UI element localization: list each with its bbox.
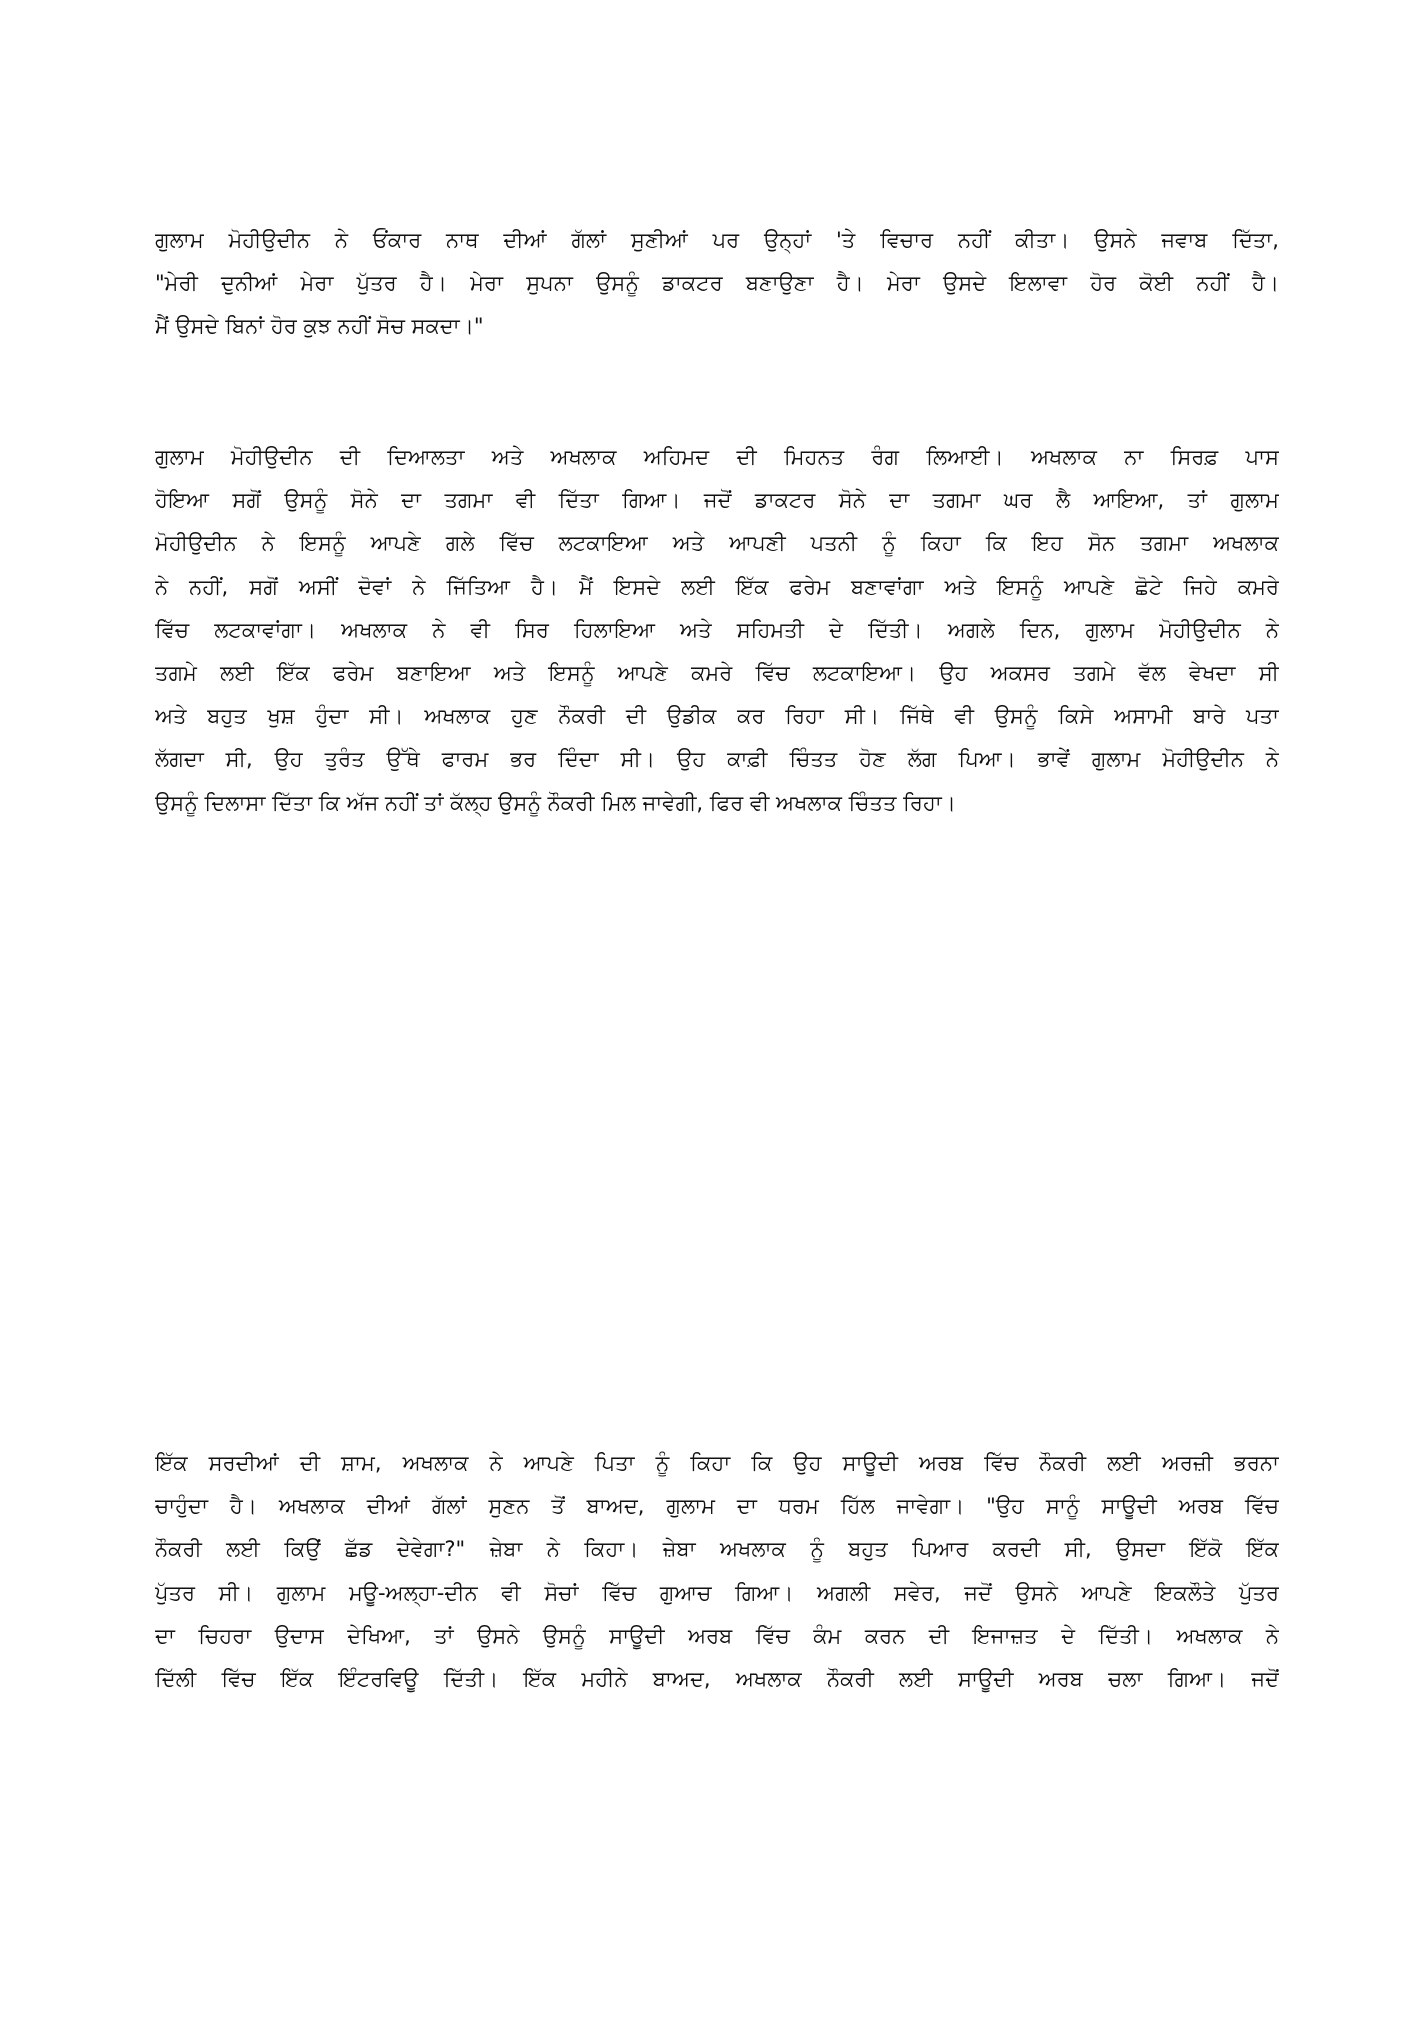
paragraph-3 — [155, 1442, 1279, 1701]
text-line: ਗੁਲਾਮ ਮੋਹੀਉਦੀਨ ਨੇ ਓਂਕਾਰ ਨਾਥ ਦੀਆਂ ਗੱਲਾਂ ਸੁਣੀਆਂ ਪਰ ਉਨ੍ਹਾਂ 'ਤੇ ਵਿਚਾਰ ਨਹੀਂ ਕੀਤਾ। ਉਸਨੇ ਜਵਾਬ ਦਿੱਤਾ, — [155, 228, 1279, 252]
text-line: ਲੱਗਦਾ ਸੀ, ਉਹ ਤੁਰੰਤ ਉੱਥੇ ਫਾਰਮ ਭਰ ਦਿੰਦਾ ਸੀ। ਉਹ ਕਾਫ਼ੀ ਚਿੰਤਤ ਹੋਣ ਲੱਗ ਪਿਆ। ਭਾਵੇਂ ਗੁਲਾਮ ਮੋਹੀਉਦੀਨ ਨੇ — [155, 747, 1279, 772]
text-line: ਤਗਮੇ ਲਈ ਇੱਕ ਫਰੇਮ ਬਣਾਇਆ ਅਤੇ ਇਸਨੂੰ ਆਪਣੇ ਕਮਰੇ ਵਿੱਚ ਲਟਕਾਇਆ। ਉਹ ਅਕਸਰ ਤਗਮੇ ਵੱਲ ਵੇਖਦਾ ਸੀ — [155, 660, 1279, 685]
text-line: ਉਸਨੂੰ ਦਿਲਾਸਾ ਦਿੱਤਾ ਕਿ ਅੱਜ ਨਹੀਂ ਤਾਂ ਕੱਲ੍ਹ ਉਸਨੂੰ ਨੌਕਰੀ ਮਿਲ ਜਾਵੇਗੀ, ਫਿਰ ਵੀ ਅਖਲਾਕ ਚਿੰਤਤ ਰਿਹਾ। — [155, 790, 956, 815]
paragraph-1 — [155, 219, 1279, 349]
text-line: ਵਿੱਚ ਲਟਕਾਵਾਂਗਾ। ਅਖਲਾਕ ਨੇ ਵੀ ਸਿਰ ਹਿਲਾਇਆ ਅਤੇ ਸਹਿਮਤੀ ਦੇ ਦਿੱਤੀ। ਅਗਲੇ ਦਿਨ, ਗੁਲਾਮ ਮੋਹੀਉਦੀਨ ਨੇ — [155, 617, 1279, 642]
text-line: ਹੋਇਆ ਸਗੋਂ ਉਸਨੂੰ ਸੋਨੇ ਦਾ ਤਗਮਾ ਵੀ ਦਿੱਤਾ ਗਿਆ। ਜਦੋਂ ਡਾਕਟਰ ਸੋਨੇ ਦਾ ਤਗਮਾ ਘਰ ਲੈ ਆਇਆ, ਤਾਂ ਗੁਲਾਮ — [155, 488, 1279, 513]
text-line: ਅਤੇ ਬਹੁਤ ਖੁਸ਼ ਹੁੰਦਾ ਸੀ। ਅਖਲਾਕ ਹੁਣ ਨੌਕਰੀ ਦੀ ਉਡੀਕ ਕਰ ਰਿਹਾ ਸੀ। ਜਿੱਥੇ ਵੀ ਉਸਨੂੰ ਕਿਸੇ ਅਸਾਮੀ ਬਾਰੇ ਪਤਾ — [155, 704, 1279, 729]
text-line: ਨੇ ਨਹੀਂ, ਸਗੋਂ ਅਸੀਂ ਦੋਵਾਂ ਨੇ ਜਿੱਤਿਆ ਹੈ। ਮੈਂ ਇਸਦੇ ਲਈ ਇੱਕ ਫਰੇਮ ਬਣਾਵਾਂਗਾ ਅਤੇ ਇਸਨੂੰ ਆਪਣੇ ਛੋਟੇ ਜਿਹੇ ਕਮਰੇ — [155, 574, 1279, 599]
text-line: ਇੱਕ ਸਰਦੀਆਂ ਦੀ ਸ਼ਾਮ, ਅਖਲਾਕ ਨੇ ਆਪਣੇ ਪਿਤਾ ਨੂੰ ਕਿਹਾ ਕਿ ਉਹ ਸਾਊਦੀ ਅਰਬ ਵਿੱਚ ਨੌਕਰੀ ਲਈ ਅਰਜ਼ੀ ਭਰਨਾ — [155, 1451, 1279, 1475]
text-line: ਦਿੱਲੀ ਵਿੱਚ ਇੱਕ ਇੰਟਰਵਿਊ ਦਿੱਤੀ। ਇੱਕ ਮਹੀਨੇ ਬਾਅਦ, ਅਖਲਾਕ ਨੌਕਰੀ ਲਈ ਸਾਊਦੀ ਅਰਬ ਚਲਾ ਗਿਆ। ਜਦੋਂ — [155, 1666, 1279, 1691]
text-line: ਦਾ ਚਿਹਰਾ ਉਦਾਸ ਦੇਖਿਆ, ਤਾਂ ਉਸਨੇ ਉਸਨੂੰ ਸਾਊਦੀ ਅਰਬ ਵਿੱਚ ਕੰਮ ਕਰਨ ਦੀ ਇਜਾਜ਼ਤ ਦੇ ਦਿੱਤੀ। ਅਖਲਾਕ ਨੇ — [155, 1623, 1279, 1648]
text-line: ਮੈਂ ਉਸਦੇ ਬਿਨਾਂ ਹੋਰ ਕੁਝ ਨਹੀਂ ਸੋਚ ਸਕਦਾ।" — [155, 314, 484, 339]
text-line: ਪੁੱਤਰ ਸੀ। ਗੁਲਾਮ ਮਊ-ਅਲ੍ਹਾ-ਦੀਨ ਵੀ ਸੋਚਾਂ ਵਿੱਚ ਗੁਆਚ ਗਿਆ। ਅਗਲੀ ਸਵੇਰ, ਜਦੋਂ ਉਸਨੇ ਆਪਣੇ ਇਕਲੌਤੇ ਪੁੱਤਰ — [155, 1580, 1279, 1605]
text-line: ਮੋਹੀਉਦੀਨ ਨੇ ਇਸਨੂੰ ਆਪਣੇ ਗਲੇ ਵਿੱਚ ਲਟਕਾਇਆ ਅਤੇ ਆਪਣੀ ਪਤਨੀ ਨੂੰ ਕਿਹਾ ਕਿ ਇਹ ਸੋਨ ਤਗਮਾ ਅਖਲਾਕ — [155, 531, 1279, 556]
text-line: ਗੁਲਾਮ ਮੋਹੀਉਦੀਨ ਦੀ ਦਿਆਲਤਾ ਅਤੇ ਅਖਲਾਕ ਅਹਿਮਦ ਦੀ ਮਿਹਨਤ ਰੰਗ ਲਿਆਈ। ਅਖਲਾਕ ਨਾ ਸਿਰਫ਼ ਪਾਸ — [155, 445, 1279, 469]
text-line: ਚਾਹੁੰਦਾ ਹੈ। ਅਖਲਾਕ ਦੀਆਂ ਗੱਲਾਂ ਸੁਣਨ ਤੋਂ ਬਾਅਦ, ਗੁਲਾਮ ਦਾ ਧਰਮ ਹਿੱਲ ਜਾਵੇਗਾ। "ਉਹ ਸਾਨੂੰ ਸਾਊਦੀ ਅਰਬ ਵਿੱਚ — [155, 1494, 1279, 1519]
text-line: ਨੌਕਰੀ ਲਈ ਕਿਉਂ ਛੱਡ ਦੇਵੇਗਾ?" ਜ਼ੇਬਾ ਨੇ ਕਿਹਾ। ਜ਼ੇਬਾ ਅਖਲਾਕ ਨੂੰ ਬਹੁਤ ਪਿਆਰ ਕਰਦੀ ਸੀ, ਉਸਦਾ ਇੱਕੋ ਇੱਕ — [155, 1537, 1279, 1562]
paragraph-2 — [155, 436, 1279, 825]
text-line: "ਮੇਰੀ ਦੁਨੀਆਂ ਮੇਰਾ ਪੁੱਤਰ ਹੈ। ਮੇਰਾ ਸੁਪਨਾ ਉਸਨੂੰ ਡਾਕਟਰ ਬਣਾਉਣਾ ਹੈ। ਮੇਰਾ ਉਸਦੇ ਇਲਾਵਾ ਹੋਰ ਕੋਈ ਨਹੀਂ ਹੈ। — [155, 271, 1279, 296]
